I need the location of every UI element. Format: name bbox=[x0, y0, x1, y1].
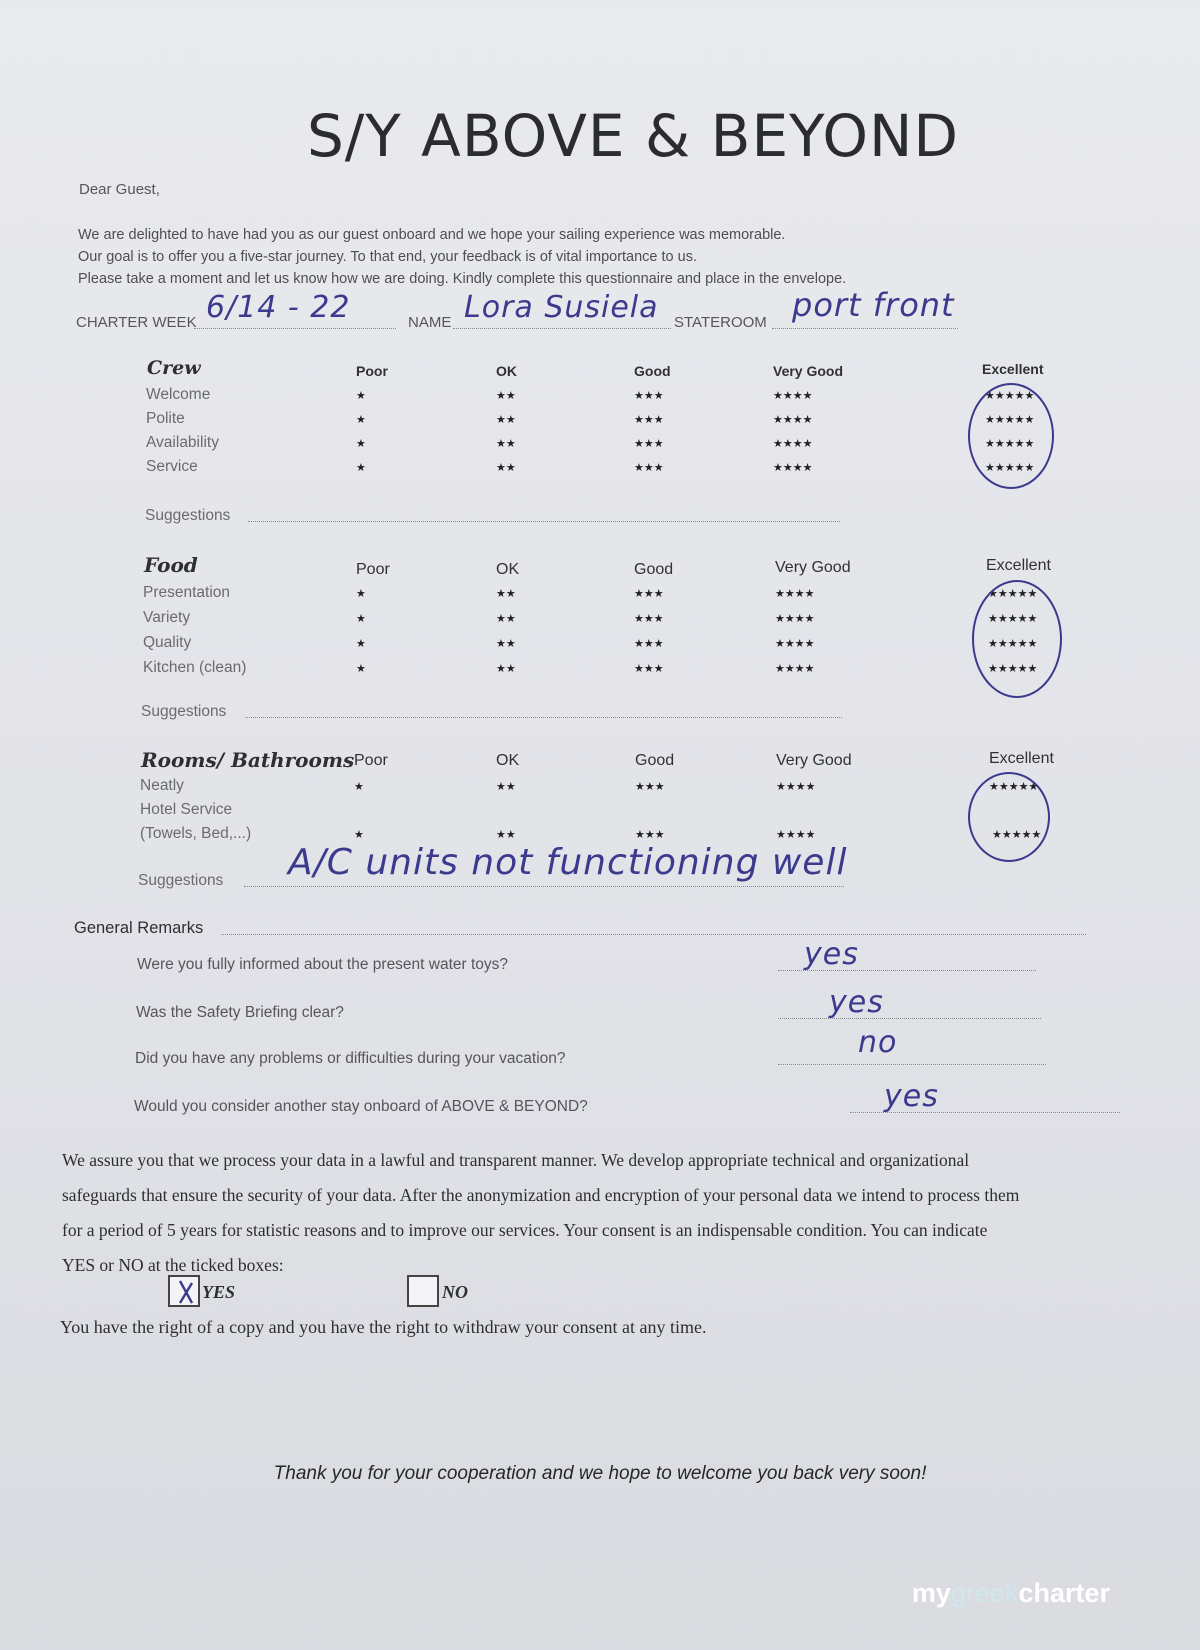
star-good[interactable]: ★★★ bbox=[635, 781, 665, 793]
row-label: Welcome bbox=[146, 386, 211, 403]
col-very-good: Very Good bbox=[773, 363, 844, 379]
row-label: Hotel Service bbox=[140, 801, 233, 818]
star-good[interactable]: ★★★ bbox=[634, 663, 664, 675]
col-ok: OK bbox=[496, 363, 517, 379]
star-very-good[interactable]: ★★★★ bbox=[773, 462, 813, 474]
stateroom-value[interactable]: port front bbox=[792, 286, 955, 324]
crew-section bbox=[0, 355, 1200, 535]
star-excellent[interactable]: ★★★★★ bbox=[985, 414, 1035, 426]
col-poor: Poor bbox=[356, 561, 390, 578]
stateroom-label: STATEROOM bbox=[674, 314, 767, 331]
star-ok[interactable]: ★★ bbox=[496, 638, 516, 650]
star-excellent[interactable]: ★★★★★ bbox=[988, 613, 1038, 625]
suggestions-line[interactable] bbox=[245, 717, 842, 718]
col-excellent: Excellent bbox=[986, 557, 1051, 574]
col-very-good: Very Good bbox=[776, 752, 852, 769]
checkmark-icon bbox=[170, 1277, 198, 1305]
star-good[interactable]: ★★★ bbox=[634, 588, 664, 600]
star-poor[interactable]: ★ bbox=[356, 663, 366, 675]
col-poor: Poor bbox=[356, 363, 388, 379]
star-very-good[interactable]: ★★★★ bbox=[775, 613, 815, 625]
row-label: Kitchen (clean) bbox=[143, 659, 247, 676]
suggestions-line bbox=[244, 886, 844, 887]
star-poor[interactable]: ★ bbox=[356, 588, 366, 600]
name-line bbox=[453, 328, 671, 329]
col-excellent: Excellent bbox=[982, 361, 1044, 377]
suggestions-label: Suggestions bbox=[138, 872, 224, 889]
intro-line: Our goal is to offer you a five-star journey. To that end, your feedback is of vital importance to us. bbox=[78, 249, 697, 265]
privacy-line: We assure you that we process your data in a lawful and transparent manner. We develop appropriate technical and organizational bbox=[62, 1150, 970, 1170]
star-very-good[interactable]: ★★★★ bbox=[773, 390, 813, 402]
intro-paragraph bbox=[78, 224, 846, 290]
star-good[interactable]: ★★★ bbox=[634, 414, 664, 426]
row-label: Availability bbox=[146, 434, 219, 451]
star-very-good[interactable]: ★★★★ bbox=[773, 438, 813, 450]
rights-statement: You have the right of a copy and you have the right to withdraw your consent at any time. bbox=[60, 1317, 707, 1337]
star-excellent[interactable]: ★★★★★ bbox=[988, 588, 1038, 600]
star-good[interactable]: ★★★ bbox=[634, 390, 664, 402]
charter-week-line bbox=[194, 328, 396, 329]
star-very-good[interactable]: ★★★★ bbox=[775, 638, 815, 650]
consent-yes-checkbox[interactable] bbox=[168, 1275, 200, 1307]
question: Was the Safety Briefing clear? bbox=[136, 1004, 344, 1021]
col-excellent: Excellent bbox=[989, 750, 1054, 767]
answer-line bbox=[778, 1064, 1046, 1065]
consent-no-checkbox[interactable] bbox=[407, 1275, 439, 1307]
star-very-good[interactable]: ★★★★ bbox=[776, 781, 816, 793]
row-label: Neatly bbox=[140, 777, 184, 794]
star-poor[interactable]: ★ bbox=[356, 462, 366, 474]
question: Would you consider another stay onboard of ABOVE & BEYOND? bbox=[134, 1098, 588, 1115]
logo-part: greek bbox=[950, 1578, 1019, 1608]
general-remarks bbox=[0, 915, 1200, 1135]
answer[interactable]: no bbox=[858, 1025, 898, 1060]
name-label: NAME bbox=[408, 314, 452, 331]
question: Did you have any problems or difficulties during your vacation? bbox=[135, 1050, 566, 1067]
document-title: S/Y ABOVE & BEYOND bbox=[306, 102, 960, 170]
col-good: Good bbox=[634, 561, 674, 578]
excellent-selection-circle bbox=[968, 383, 1054, 489]
star-ok[interactable]: ★★ bbox=[496, 588, 516, 600]
star-very-good[interactable]: ★★★★ bbox=[773, 414, 813, 426]
intro-line: We are delighted to have had you as our guest onboard and we hope your sailing experience was memorable. bbox=[78, 227, 786, 243]
star-poor[interactable]: ★ bbox=[354, 781, 364, 793]
star-excellent[interactable]: ★★★★★ bbox=[988, 638, 1038, 650]
intro-line: Please take a moment and let us know how we are doing. Kindly complete this questionnaire and place in the envelope. bbox=[78, 271, 847, 287]
general-remarks-label: General Remarks bbox=[74, 919, 204, 937]
excellent-selection-circle bbox=[968, 772, 1050, 862]
col-ok: OK bbox=[496, 561, 520, 578]
star-poor[interactable]: ★ bbox=[356, 613, 366, 625]
star-ok[interactable]: ★★ bbox=[496, 414, 516, 426]
star-poor[interactable]: ★ bbox=[356, 638, 366, 650]
star-good[interactable]: ★★★ bbox=[635, 829, 665, 841]
suggestions-line[interactable] bbox=[248, 521, 840, 522]
star-good[interactable]: ★★★ bbox=[634, 613, 664, 625]
consent-yes-label: YES bbox=[202, 1282, 236, 1302]
logo-part: charter bbox=[1018, 1578, 1110, 1608]
excellent-selection-circle bbox=[972, 580, 1062, 698]
row-label: Variety bbox=[143, 609, 191, 626]
answer[interactable]: yes bbox=[829, 985, 884, 1020]
row-label: Polite bbox=[146, 410, 185, 427]
star-poor[interactable]: ★ bbox=[354, 829, 364, 841]
star-good[interactable]: ★★★ bbox=[634, 438, 664, 450]
logo-part: my bbox=[911, 1578, 951, 1608]
stateroom-line bbox=[772, 328, 958, 329]
star-excellent[interactable]: ★★★★★ bbox=[992, 829, 1042, 841]
row-label: (Towels, Bed,...) bbox=[140, 825, 252, 842]
section-heading: Crew bbox=[147, 357, 201, 379]
star-ok[interactable]: ★★ bbox=[496, 613, 516, 625]
star-ok[interactable]: ★★ bbox=[496, 462, 516, 474]
col-very-good: Very Good bbox=[775, 559, 851, 576]
star-ok[interactable]: ★★ bbox=[496, 438, 516, 450]
col-poor: Poor bbox=[354, 752, 388, 769]
suggestions-handwritten[interactable]: A/C units not functioning well bbox=[288, 842, 848, 883]
col-ok: OK bbox=[496, 752, 520, 769]
watermark-logo bbox=[912, 1578, 1110, 1609]
col-good: Good bbox=[634, 363, 671, 379]
star-very-good[interactable]: ★★★★ bbox=[775, 588, 815, 600]
greeting: Dear Guest, bbox=[79, 181, 160, 198]
star-excellent[interactable]: ★★★★★ bbox=[985, 462, 1035, 474]
row-label: Service bbox=[146, 458, 198, 475]
suggestions-label: Suggestions bbox=[145, 507, 231, 524]
star-poor[interactable]: ★ bbox=[356, 438, 366, 450]
privacy-line: for a period of 5 years for statistic reasons and to improve our services. Your consent is an indispensable condition. You can indicate bbox=[62, 1220, 988, 1240]
answer-line bbox=[778, 1018, 1041, 1019]
answer[interactable]: yes bbox=[804, 937, 859, 972]
section-heading: Rooms/ Bathrooms bbox=[141, 748, 355, 772]
star-excellent[interactable]: ★★★★★ bbox=[988, 663, 1038, 675]
general-remarks-line[interactable] bbox=[221, 934, 1086, 935]
charter-week-value[interactable]: 6/14 - 22 bbox=[206, 290, 351, 325]
col-good: Good bbox=[635, 752, 675, 769]
charter-fields bbox=[76, 286, 976, 331]
row-label: Presentation bbox=[143, 584, 231, 601]
question: Were you fully informed about the present water toys? bbox=[137, 956, 509, 973]
food-section bbox=[0, 553, 1200, 733]
section-heading: Food bbox=[144, 553, 198, 577]
star-ok[interactable]: ★★ bbox=[496, 829, 516, 841]
star-excellent[interactable]: ★★★★★ bbox=[985, 390, 1035, 402]
star-ok[interactable]: ★★ bbox=[496, 390, 516, 402]
suggestions-label: Suggestions bbox=[141, 703, 227, 720]
star-very-good[interactable]: ★★★★ bbox=[775, 663, 815, 675]
answer[interactable]: yes bbox=[884, 1079, 939, 1114]
privacy-line: YES or NO at the ticked boxes: bbox=[62, 1255, 284, 1275]
consent-no-label: NO bbox=[442, 1282, 468, 1302]
star-excellent[interactable]: ★★★★★ bbox=[989, 781, 1039, 793]
star-good[interactable]: ★★★ bbox=[634, 462, 664, 474]
star-ok[interactable]: ★★ bbox=[496, 663, 516, 675]
star-poor[interactable]: ★ bbox=[356, 414, 366, 426]
thank-you-note: Thank you for your cooperation and we hope to welcome you back very soon! bbox=[273, 1463, 927, 1484]
star-very-good[interactable]: ★★★★ bbox=[776, 829, 816, 841]
privacy-statement bbox=[62, 1143, 1019, 1283]
privacy-line: safeguards that ensure the security of your data. After the anonymization and encryption of your personal data we intend to process them bbox=[62, 1185, 1020, 1205]
star-poor[interactable]: ★ bbox=[356, 390, 366, 402]
star-good[interactable]: ★★★ bbox=[634, 638, 664, 650]
star-ok[interactable]: ★★ bbox=[496, 781, 516, 793]
star-excellent[interactable]: ★★★★★ bbox=[985, 438, 1035, 450]
rooms-section bbox=[0, 746, 1200, 906]
name-value[interactable]: Lora Susiela bbox=[464, 290, 659, 325]
charter-week-label: CHARTER WEEK bbox=[76, 314, 197, 331]
row-label: Quality bbox=[143, 634, 192, 651]
